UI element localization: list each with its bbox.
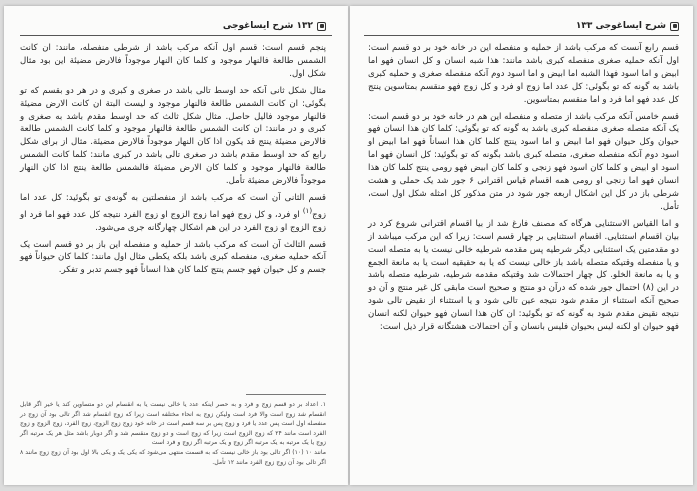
page-header bbox=[223, 18, 326, 34]
header-rule bbox=[20, 35, 332, 36]
footnote-rule bbox=[246, 394, 326, 395]
ornament-icon bbox=[670, 22, 679, 31]
ornament-icon bbox=[317, 22, 326, 31]
left-page bbox=[4, 6, 348, 485]
paragraph: قسم رابع آنست که مرکب باشد از حملیه و منفصله این در خانه خود بر دو قسم است: اول آنکه حملیه صغری منفصله کبری باشد مانند: هذا شبه انسان و کل انسان فهو اما ابیض و اما اسود فهذا الشبه اما ابیض و اما اسود دوم آنکه منفصله صغری و حملیه کبری باشد به گونه که تو بگوئی: کل عدد اما زوج او فرد و کل زوج فهو منقسم بمتاسوین ینتج کل عدد فهو اما فرد و اما منقسم بمتاسوین. bbox=[368, 43, 679, 105]
footnote: مانند ۱۰ (۱۰) اگر تالی بود باز خالی نیست که به قسمت منتهی می‌شود که یکی یک و یکی بالا اول بود آن زوج زوج مانند ۸ اگر تالی بود آن زوج زوج الفرد مانند ۱۲ تأمل. bbox=[20, 448, 326, 466]
page-header bbox=[576, 18, 679, 34]
paragraph: قسم خامس آنکه مرکب باشد از متصله و منفصله این هم در خانه خود بر دو قسم است: یک آنکه متصله صغری منفصله کبری باشد به گونه که تو بگوئی: کلما کان هذا انسان فهو حیوان وکل حیوان فهو اما ابیض و اما اسود ینتج کلما کان هذا انساناً فهو اما ابیض او اسود دوم آنکه منفصله صغری، متصله کبری باشد بگونه که تو بگوئید: کل انسان فهو اما اسود او ابیض و کلما کان اسود فهو زنجی و کلما کان ابیض فهو رومی ینتج کلما کان هذا انسان فهو اما زنجی او رومی همه اقسام قیاس اقترانی ۶ جور شد یک حملی و هشت شرطی باز در کل این اشکال اربعه جور شود در متن مذکور کل امثله شکل اول است، تأمل. bbox=[368, 111, 679, 212]
paragraph: قسم الثانی آن است که مرکب باشد از منفصلتین به گونه‌ی تو بگوئید: کل عدد اما زوج$^{(۱)}$ او فرد، و کل زوج فهو اما زوج الزوج او زوج الفرد نتیجه کل عدد فهو اما فرد او زوج الزوج او زوج الفرد در این هم اشکال چهارگانه جری می‌شود. bbox=[20, 192, 326, 233]
page-body bbox=[20, 42, 326, 281]
header-text: ۱۳۲ شرح ایساغوجی bbox=[222, 21, 313, 31]
footnote: ۱. اعداد بر دو قسم زوج و فرد و به حصر اینکه عدد یا خالی نیست یا به انقسام این دو متساوین کند یا خیر اگر قابل انقسام شد زوج است والا فرد است ولیکن زوج به انحاء مختلفه است زیرا که زوج انقسام شد اگر تالی بود آن زوج در منفصله اول است پس عدد یا فرد و زوج پس بر سه قسم است در خانه خود زوج زوج الزوج، زوج الفرد، زوج الزوج و زوج الفرد است مانند ۲۴ که زوج الزوج است زیرا که زوج است و دو زوج منقسم شد و اگر دوبار باشد مثل هر یک مرتبه اگر زوج یا یک مرتبه به یک مرتبه اگر زوج و یک مرتبه اگر زوج و فرد است bbox=[20, 401, 327, 447]
paragraph: و اما القیاس الاستثنایی هرگاه که مصنف فارغ شد از بیا اقسام اقترانی شروع کرد در بیان اقسام استثنایی. اقسام استثنایی بر چهار قسم است: زیرا که این مرکب میباشد از دو مقدمتین یک استثنایی دیگر شرطیه پس مقدمه شرطیه خالی نیست یا به متصله است و یا منفصله وقتیکه متصله باشد باز خالی نیست که یا به حقیقیه است یا به مانعة الجمع و یا به مانعة الخلو. کل چهار احتمالات شد وقتیکه مقدمه شرطیه، شرطیه متصله باشد در این (۸) احتمال جور شده که درآن دو منتج و صحیح است مابقی کل غیر منتج و آن دو صحیح آنکه استثناء از مقدم شود نتیجه عین تالی شود و یا استثناء از نقیض تالی شود نتیجه نقیض مقدم شود به گونه که تو بگوئید: ان کان هذا انسان فهو حیوان لکنه انسان فهو حیوان او لکنه لیس بحیوان فلیس بانسان و آن احتمالات هشتگانه قرار ذیل است: bbox=[368, 218, 679, 333]
page-body bbox=[368, 42, 679, 338]
header-rule bbox=[364, 35, 679, 36]
paragraph: قسم الثالث آن است که مرکب باشد از حملیه و منفصله این باز بر دو قسم است یک آنکه حملیه صغری، منفصله کبری باشد بلکه یکطی مثال اول مانند: کلما کان حیواناً فهو جسم و کل حیوان فهو جسم ینتج کلما کان هذا انساناً فهو جسم تدبر و تفکر. bbox=[20, 239, 326, 276]
header-text: شرح ایساغوجی ۱۳۳ bbox=[575, 21, 666, 31]
right-page bbox=[350, 6, 693, 485]
paragraph: مثال شکل ثانی آنکه حد اوسط تالی باشد در صغری و کبری و در هر دو بقسم که تو بگوئی: ان کانت الشمس طالعة فالنهار موجود و لیست البتة ان کانت الارض مضیئة فالنهار موجود فالیل حاصل. مثال شکل ثالث که حد اوسط مقدم باشد به صغری و کبری و در مانند: ان کانت الشمس طالعة فالنهار موجود و کلما کانت الشمس طالعة فالارض مضیئة ینتج قد یکون اذا کان النهار موجوداً فالارض مضیئة. مثال از برای شکل رابع که حد اوسط مقدم باشد در صغری تالی باشد در کبری مانند: کلما کانت الشمس طالعة فالنهار موجود و کلما کان الارض مضیئة فالشمس طالعة ینتج اذا کان النهار موجوداً فالارض مضیئة تأمل. bbox=[20, 85, 326, 187]
footnotes bbox=[20, 400, 326, 467]
paragraph: پنجم قسم است: قسم اول آنکه مرکب باشد از شرطی منفصله، مانند: ان کانت الشمس طالعة فالنهار موجود و کلما کان النهار موجوداً فالارض مضیئة این بود مثال شکل اول. bbox=[20, 43, 326, 79]
